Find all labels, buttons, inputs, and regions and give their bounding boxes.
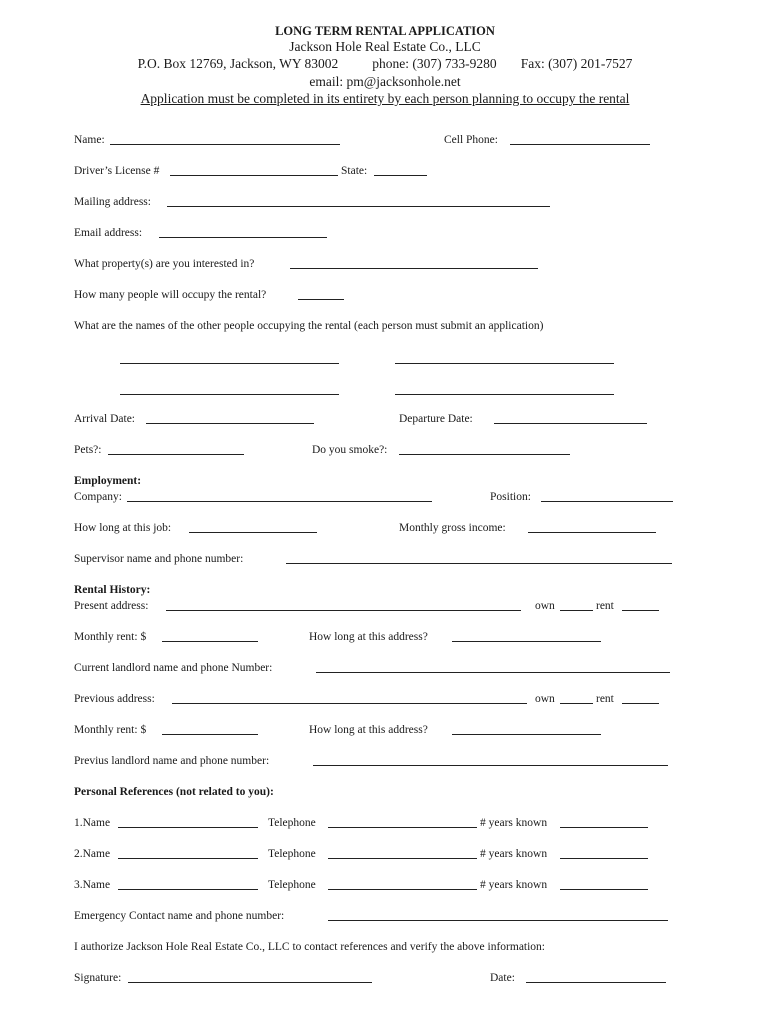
monthly-rent-label: Monthly rent: $ [74,724,147,736]
people-count-label: How many people will occupy the rental? [74,289,267,301]
state-field[interactable] [374,175,427,176]
company-label: Company: [74,491,122,503]
previous-address-label: Previous address: [74,693,155,705]
references-heading-row [0,784,770,800]
pets-smoke-row [0,442,770,458]
reference-row [0,877,770,893]
position-field[interactable] [541,501,673,502]
email-row [0,225,770,241]
mailing-address-label: Mailing address: [74,196,151,208]
position-label: Position: [490,491,531,503]
smoke-label: Do you smoke?: [312,444,388,456]
own-field[interactable] [560,610,593,611]
occupant-name-field[interactable] [120,394,339,395]
reference-telephone-field[interactable] [328,889,477,890]
pets-field[interactable] [108,454,244,455]
departure-date-field[interactable] [494,423,647,424]
authorization-row [0,939,770,955]
company-address: P.O. Box 12769, Jackson, WY 83002 [137,56,339,71]
name-row [0,132,770,148]
monthly-rent-field[interactable] [162,641,258,642]
signature-row [0,970,770,986]
drivers-license-label: Driver’s License # [74,165,160,177]
income-label: Monthly gross income: [399,522,506,534]
reference-telephone-label: Telephone [268,879,316,891]
signature-field[interactable] [128,982,372,983]
monthly-rent-label: Monthly rent: $ [74,631,147,643]
occupant-name-field[interactable] [395,363,614,364]
present-address-row [0,598,770,614]
income-field[interactable] [528,532,656,533]
company-name: Jackson Hole Real Estate Co., LLC [289,39,481,54]
property-row [0,256,770,272]
reference-years-field[interactable] [560,858,648,859]
reference-years-label: # years known [480,848,548,860]
name-label: Name: [74,134,105,146]
arrival-date-label: Arrival Date: [74,413,135,425]
company-fax: Fax: (307) 201-7527 [520,56,633,71]
reference-name-field[interactable] [118,889,258,890]
job-length-row [0,520,770,536]
address-length-label: How long at this address? [309,631,428,643]
rental-history-heading-row [0,582,770,598]
address-length-label: How long at this address? [309,724,428,736]
rent-field[interactable] [622,610,659,611]
supervisor-field[interactable] [286,563,672,564]
current-landlord-row [0,660,770,676]
company-row [0,489,770,505]
other-occupants-label: What are the names of the other people occupying the rental (each person must submit an application) [74,320,544,332]
current-landlord-label: Current landlord name and phone Number: [74,662,273,674]
reference-row [0,846,770,862]
emergency-contact-label: Emergency Contact name and phone number: [74,910,285,922]
references-heading: Personal References (not related to you): [74,786,274,798]
address-length-field[interactable] [452,641,601,642]
occupant-lines-row-1 [0,351,770,367]
pets-label: Pets?: [74,444,102,456]
property-interest-label: What property(s) are you interested in? [74,258,255,270]
occupant-name-field[interactable] [120,363,339,364]
reference-name-field[interactable] [118,827,258,828]
reference-years-label: # years known [480,879,548,891]
reference-name-label: 3.Name [74,879,111,891]
reference-telephone-label: Telephone [268,848,316,860]
reference-years-field[interactable] [560,827,648,828]
reference-name-field[interactable] [118,858,258,859]
company-phone: phone: (307) 733-9280 [372,56,497,71]
form-title: LONG TERM RENTAL APPLICATION [275,24,495,38]
mailing-row [0,194,770,210]
reference-telephone-label: Telephone [268,817,316,829]
smoke-field[interactable] [399,454,570,455]
own-field[interactable] [560,703,593,704]
monthly-rent-row-2 [0,722,770,738]
dates-row [0,411,770,427]
reference-name-label: 1.Name [74,817,111,829]
occupant-lines-row-2 [0,382,770,398]
previous-landlord-row [0,753,770,769]
property-interest-field[interactable] [290,268,538,269]
date-label: Date: [490,972,515,984]
rent-label: rent [596,600,614,612]
own-label: own [535,600,555,612]
cell-phone-field[interactable] [510,144,650,145]
people-count-field[interactable] [298,299,344,300]
previous-address-row [0,691,770,707]
completion-notice: Application must be completed in its entirety by each person planning to occupy the rental [140,91,630,106]
present-address-label: Present address: [74,600,149,612]
reference-name-label: 2.Name [74,848,111,860]
monthly-rent-field[interactable] [162,734,258,735]
company-email: email: pm@jacksonhole.net [309,74,461,89]
rent-field[interactable] [622,703,659,704]
previous-landlord-field[interactable] [313,765,668,766]
address-length-field[interactable] [452,734,601,735]
reference-telephone-field[interactable] [328,827,477,828]
rental-history-heading: Rental History: [74,584,151,596]
cell-phone-label: Cell Phone: [444,134,498,146]
reference-years-label: # years known [480,817,548,829]
license-row [0,163,770,179]
present-address-field[interactable] [166,610,521,611]
job-length-label: How long at this job: [74,522,172,534]
supervisor-row [0,551,770,567]
state-label: State: [341,165,368,177]
job-length-field[interactable] [189,532,317,533]
people-count-row [0,287,770,303]
current-landlord-field[interactable] [316,672,670,673]
name-field[interactable] [110,144,340,145]
reference-row [0,815,770,831]
departure-date-label: Departure Date: [399,413,473,425]
supervisor-label: Supervisor name and phone number: [74,553,244,565]
company-field[interactable] [127,501,432,502]
email-address-field[interactable] [159,237,327,238]
emergency-contact-field[interactable] [328,920,668,921]
employment-heading-row [0,473,770,489]
signature-label: Signature: [74,972,122,984]
email-address-label: Email address: [74,227,143,239]
date-field[interactable] [526,982,666,983]
occupant-name-field[interactable] [395,394,614,395]
authorization-text: I authorize Jackson Hole Real Estate Co., LLC to contact references and verify the above information: [74,941,546,953]
other-occupants-row [0,318,770,334]
reference-telephone-field[interactable] [328,858,477,859]
own-label: own [535,693,555,705]
drivers-license-field[interactable] [170,175,338,176]
arrival-date-field[interactable] [146,423,314,424]
previous-address-field[interactable] [172,703,527,704]
rent-label: rent [596,693,614,705]
previous-landlord-label: Previus landlord name and phone number: [74,755,270,767]
employment-heading: Employment: [74,475,142,487]
reference-years-field[interactable] [560,889,648,890]
monthly-rent-row [0,629,770,645]
mailing-address-field[interactable] [167,206,550,207]
company-contact-line [0,56,770,72]
emergency-row [0,908,770,924]
